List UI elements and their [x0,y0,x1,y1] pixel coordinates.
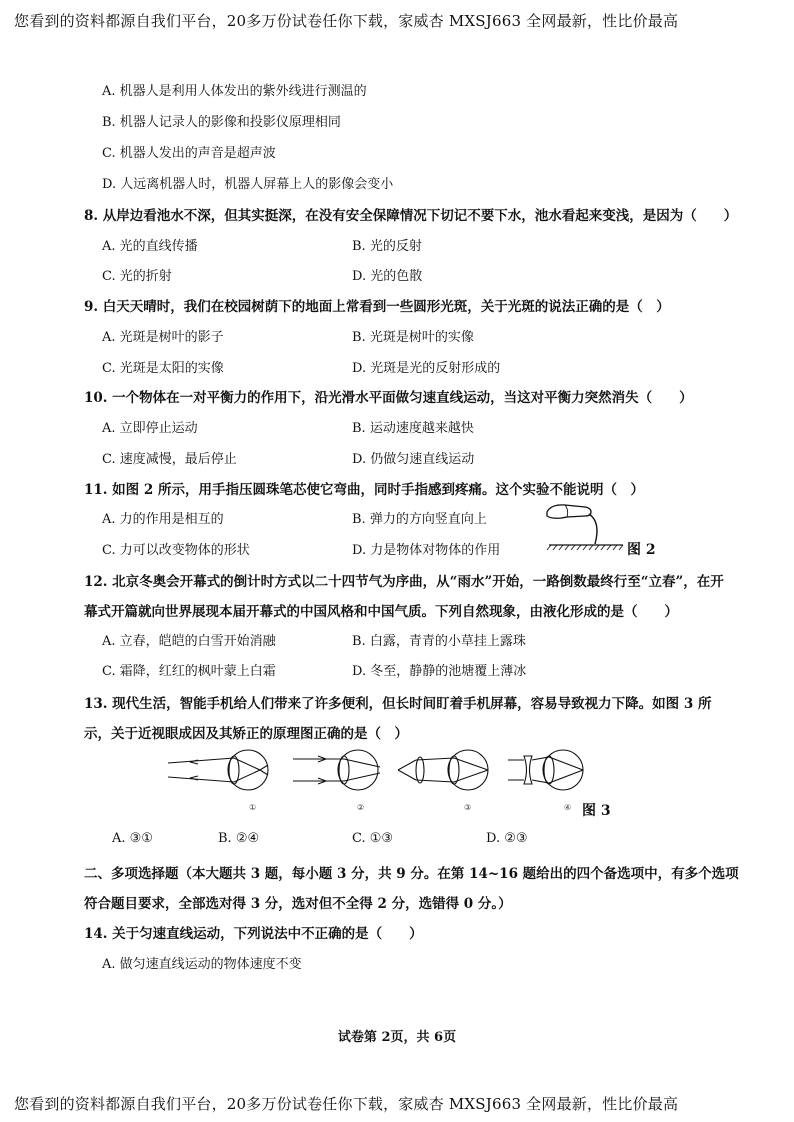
eye-diagram-4-label: ④ [564,803,572,812]
q11-option-d: D. 力是物体对物体的作用 [352,543,501,558]
q13-stem-line2: 示，关于近视眼成因及其矫正的原理图正确的是（ ） [84,726,408,742]
q9-option-a: A. 光斑是树叶的影子 [102,330,224,345]
bottom-banner: 您看到的资料都源自我们平台，20多万份试卷任你下载，家威杏 MXSJ663 全网最新，性比价最高 [14,1095,679,1113]
q8-option-b: B. 光的反射 [352,239,422,254]
q12-option-c: C. 霜降，红红的枫叶蒙上白霜 [102,664,276,679]
q13-stem-line1: 13. 现代生活，智能手机给人们带来了许多便利，但长时间盯着手机屏幕，容易导致视力下降。如图 3 所 [84,696,712,712]
eye-diagram-1 [168,750,268,790]
q13-option-c: C. ①③ [352,831,394,846]
page-footer: 试卷第 2页，共 6页 [337,1030,457,1045]
eye-diagram-3 [398,750,488,790]
q10-option-a: A. 立即停止运动 [102,421,198,436]
eye-diagram-2-label: ② [357,803,365,812]
q8-stem: 8. 从岸边看池水不深，但其实挺深，在没有安全保障情况下切记不要下水，池水看起来变浅，是因为（ ） [84,208,738,224]
q11-option-b: B. 弹力的方向竖直向上 [352,512,487,527]
q10-option-d: D. 仍做匀速直线运动 [352,452,475,467]
q11-option-c: C. 力可以改变物体的形状 [102,543,250,558]
eye-diagram-2 [293,750,380,790]
q13-option-b: B. ②④ [218,831,260,846]
eye-diagram-1-label: ① [249,803,257,812]
section-2-heading-line1: 二、多项选择题（本大题共 3 题，每小题 3 分，共 9 分。在第 14~16 题给出的四个备选项中，有多个选项 [84,866,739,882]
q9-option-c: C. 光斑是太阳的实像 [102,361,224,376]
q9-option-b: B. 光斑是树叶的实像 [352,330,474,345]
q7-option-d: D. 人远离机器人时，机器人屏幕上人的影像会变小 [102,177,394,192]
q7-option-a: A. 机器人是利用人体发出的紫外线进行测温的 [102,84,367,99]
q10-option-b: B. 运动速度越来越快 [352,421,474,436]
section-2-heading-line2: 符合题目要求，全部选对得 3 分，选对但不全得 2 分，选错得 0 分。） [84,896,512,912]
q12-option-d: D. 冬至，静静的池塘覆上薄冰 [352,664,527,679]
q9-stem: 9. 白天天晴时，我们在校园树荫下的地面上常看到一些圆形光斑，关于光斑的说法正确的是（ ） [84,299,670,315]
figure-3-label: 图 3 [582,803,611,819]
q10-stem: 10. 一个物体在一对平衡力的作用下，沿光滑水平面做匀速直线运动，当这对平衡力突然消失（ ） [84,390,693,406]
q11-stem: 11. 如图 2 所示，用手指压圆珠笔芯使它弯曲，同时手指感到疼痛。这个实验不能说明（ ） [84,482,644,498]
q7-option-b: B. 机器人记录人的影像和投影仪原理相同 [102,115,341,130]
q14-option-a: A. 做匀速直线运动的物体速度不变 [102,957,302,972]
top-banner: 您看到的资料都源自我们平台，20多万份试卷任你下载，家威杏 MXSJ663 全网最新，性比价最高 [14,12,679,30]
q13-option-a: A. ③① [112,831,153,846]
q8-option-c: C. 光的折射 [102,269,172,284]
q14-stem: 14. 关于匀速直线运动，下列说法中不正确的是（ ） [84,926,423,942]
q12-stem-line1: 12. 北京冬奥会开幕式的倒计时方式以二十四节气为序曲，从“雨水”开始，一路倒数最终行至“立春”，在开 [84,574,724,590]
q13-option-d: D. ②③ [486,831,528,846]
q8-option-d: D. 光的色散 [352,269,423,284]
figure-3-eye-diagrams [168,745,588,805]
eye-diagram-3-label: ③ [464,803,472,812]
q7-option-c: C. 机器人发出的声音是超声波 [102,146,276,161]
q10-option-c: C. 速度减慢，最后停止 [102,452,237,467]
q9-option-d: D. 光斑是光的反射形成的 [352,361,501,376]
figure-2-label: 图 2 [627,542,656,558]
q11-option-a: A. 力的作用是相互的 [102,512,224,527]
figure-2-finger-pen-diagram [545,500,625,552]
q12-option-b: B. 白露，青青的小草挂上露珠 [352,634,526,649]
q12-stem-line2: 幕式开篇就向世界展现本届开幕式的中国风格和中国气质。下列自然现象，由液化形成的是（ ） [84,604,678,620]
eye-diagram-4 [508,750,583,790]
q8-option-a: A. 光的直线传播 [102,239,198,254]
q12-option-a: A. 立春，皑皑的白雪开始消融 [102,634,276,649]
